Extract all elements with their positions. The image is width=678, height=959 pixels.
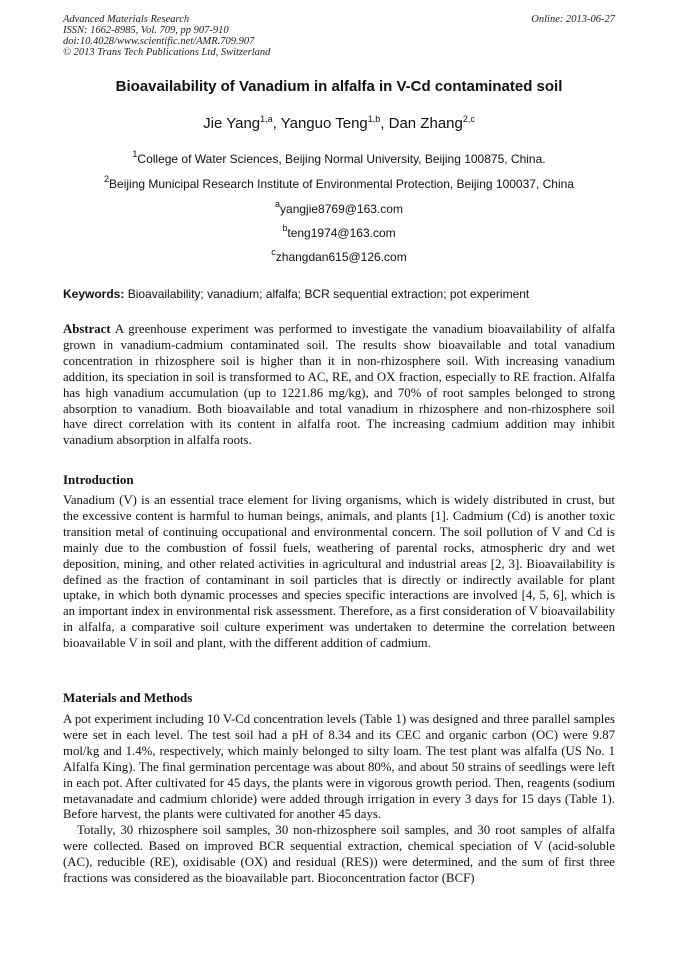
author-name: Jie Yang: [203, 115, 261, 132]
email-mark: b: [282, 223, 288, 233]
email-c: [0, 247, 678, 264]
introduction-body: [63, 493, 615, 652]
keywords-text: Bioavailability; vanadium; alfalfa; BCR sequential extraction; pot experiment: [127, 287, 530, 301]
paragraph: Totally, 30 rhizosphere soil samples, 30 non-rhizosphere soil samples, and 30 root samples of alfalfa were collected. Based on improved BCR sequential extraction, chemical speciation of V (acid-soluble (AC), reducible (RE), oxidisable (OX) and residual (RES)) were determined, and the sum of first three fractions was considered as the bioavailable part. Bioconcentration factor (BCF): [63, 823, 615, 886]
keywords: [63, 287, 529, 301]
email-mark: c: [271, 247, 276, 257]
author-name: Dan Zhang: [388, 115, 463, 132]
email-address: yangjie8769@163.com: [280, 202, 403, 216]
affiliation-mark: 2: [104, 174, 110, 184]
journal-name: Advanced Materials Research: [63, 14, 190, 25]
affiliation-mark: 1: [132, 149, 138, 159]
affiliation-text: College of Water Sciences, Beijing Normal University, Beijing 100875, China.: [137, 152, 546, 166]
affiliation-1: [0, 149, 678, 166]
author-affiliation-mark: 2,c: [462, 114, 475, 124]
email-address: teng1974@163.com: [287, 226, 396, 240]
abstract: [63, 322, 615, 449]
author-name: Yanguo Teng: [280, 115, 368, 132]
author-affiliation-mark: 1,a: [260, 114, 273, 124]
keywords-label: Keywords:: [63, 287, 125, 301]
issn-line: ISSN: 1662-8985, Vol. 709, pp 907-910: [63, 25, 229, 36]
email-mark: a: [275, 199, 281, 209]
paragraph: A pot experiment including 10 V-Cd concentration levels (Table 1) was designed and three parallel samples were set in each level. The test soil had a pH of 8.34 and its CEC and organic carbon (OC) were 9.87 mol/kg and 1.4%, respectively, which mainly belonged to silty loam. The test plant was alfalfa (US No. 1 Alfalfa King). The final germination percentage was about 80%, and about 50 strains of seedlings were left in each pot. After cultivated for 45 days, the plants were in vigorous growth period. Then, reagents (sodium metavanadate and cadmium chloride) were added through irrigation in every 3 days for 15 days (Table 1). Before harvest, the plants were cultivated for another 45 days.: [63, 712, 615, 822]
abstract-label: Abstract: [63, 322, 111, 336]
affiliation-2: [0, 174, 678, 191]
section-heading-methods: Materials and Methods: [63, 690, 193, 705]
paragraph: Vanadium (V) is an essential trace element for living organisms, which is widely distributed in crust, but the excessive content is harmful to human beings, animals, and plants [1]. Cadmium (Cd) is another toxic transition metal of continuing occupational and environmental concern. The soil pollution of V and Cd is mainly due to the combustion of fossil fuels, weathering of parental rocks, atmospheric dry and wet deposition, mining, and other related activities in agricultural and industrial areas [2, 3]. Bioavailability is defined as the fraction of contaminant in soil particles that is directly or indirectly available for plant uptake, in which both dynamic processes and species specific interactions are involved [4, 5, 6], which is an important index in environmental risk assessment. Therefore, as a first consideration of V bioavailability in alfalfa, a comparative soil culture experiment was undertaken to determine the correlation between bioavailable V in soil and plant, with the different addition of cadmium.: [63, 493, 615, 651]
journal-header: [63, 14, 270, 58]
email-address: zhangdan615@126.com: [275, 250, 407, 264]
author-affiliation-mark: 1,b: [367, 114, 381, 124]
doi-line: doi:10.4028/www.scientific.net/AMR.709.907: [63, 36, 255, 47]
online-date: Online: 2013-06-27: [531, 14, 615, 25]
affiliation-text: Beijing Municipal Research Institute of Environmental Protection, Beijing 100037, China: [109, 177, 574, 191]
email-a: [0, 199, 678, 216]
email-b: [0, 223, 678, 240]
methods-body: [63, 712, 615, 887]
copyright-line: © 2013 Trans Tech Publications Ltd, Switzerland: [63, 47, 271, 58]
section-heading-introduction: Introduction: [63, 472, 134, 487]
abstract-text: A greenhouse experiment was performed to investigate the vanadium bioavailability of alfalfa grown in vanadium-cadmium contaminated soil. The results show bioavailable and total vanadium concentration in rhizosphere soil is higher than it in non-rhizosphere soil. With increasing vanadium addition, its speciation in soil is transformed to AC, RE, and OX fraction, especially to RE fraction. Alfalfa has high vanadium accumulation (up to 1221.86 mg/kg), and 70% of root samples belonged to strong absorption to vanadium. Both bioavailable and total vanadium in rhizosphere and non-rhizosphere soil have direct correlation with its content in alfalfa root. The increasing cadmium addition may inhibit vanadium absorption in alfalfa roots.: [63, 322, 616, 448]
author-list: Jie Yang$^{1,a}$, Yanguo Teng$^{1,b}$, Dan Zhang$^{2,c}$: [203, 114, 475, 132]
paper-title: Bioavailability of Vanadium in alfalfa in V-Cd contaminated soil: [115, 78, 563, 95]
